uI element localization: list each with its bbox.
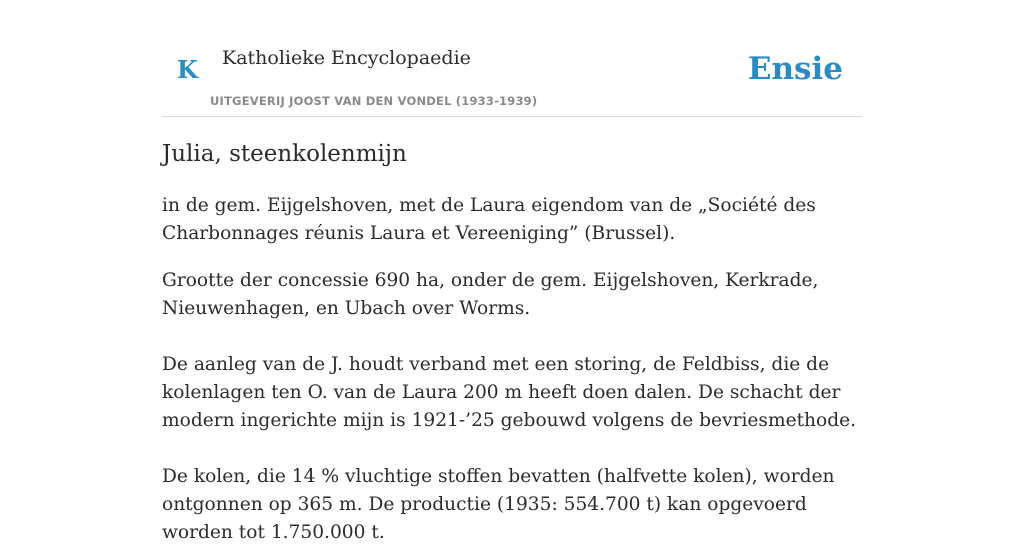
article-paragraph: in de gem. Eijgelshoven, met de Laura eigendom van de „Société des Charbonnages réunis Laura et Vereeniging” (Brussel). [162, 195, 816, 244]
site-logo[interactable]: K [177, 55, 198, 84]
article [162, 138, 862, 547]
article-paragraph: De kolen, die 14 % vluchtige stoffen bevatten (halfvette kolen), worden ontgonnen op 365 m. De productie (1935: 554.700 t) kan opgevoerd worden tot 1.750.000 t. [162, 466, 835, 543]
brand-logo[interactable]: Ensie [747, 51, 843, 87]
article-title: Julia, steenkolenmijn [162, 141, 407, 167]
site-header [162, 0, 862, 117]
publisher-label: UITGEVERIJ JOOST VAN DEN VONDEL (1933-1939) [210, 94, 538, 108]
article-paragraph: De aanleg van de J. houdt verband met een storing, de Feldbiss, die de kolenlagen ten O. van de Laura 200 m heeft doen dalen. De schacht der modern ingerichte mijn is 1921-’25 gebouwd volgens de bevriesmethode. [162, 354, 857, 431]
article-paragraph: Grootte der concessie 690 ha, onder de gem. Eijgelshoven, Kerkrade, Nieuwenhagen, en Ubach over Worms. [162, 270, 819, 319]
site-title[interactable]: Katholieke Encyclopaedie [222, 47, 471, 69]
